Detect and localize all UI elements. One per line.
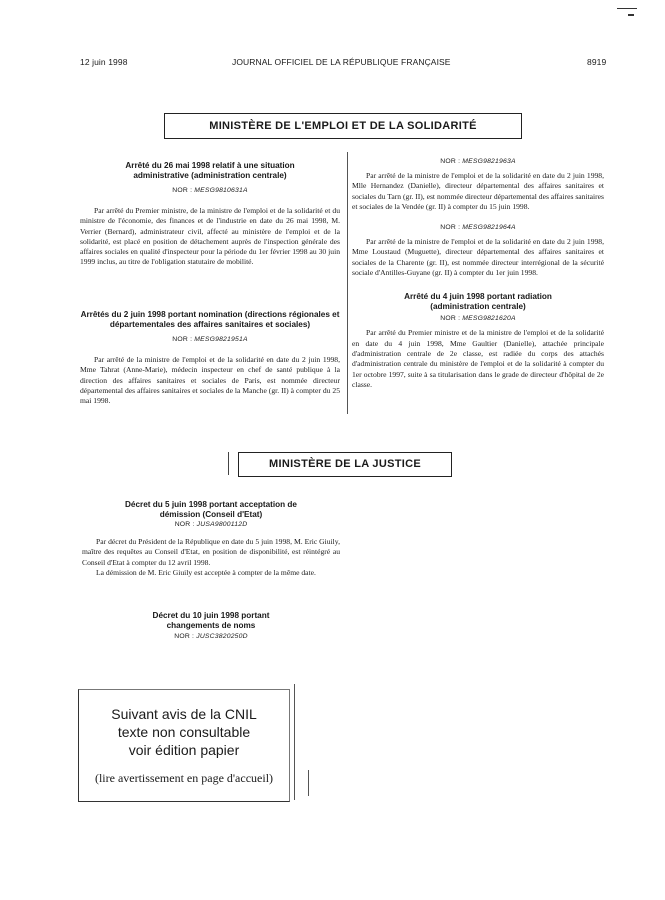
nor-code: JUSA9800112D [196, 521, 248, 528]
nor-label: NOR : [172, 336, 193, 343]
cnil-notice-line: Suivant avis de la CNIL [111, 706, 257, 722]
nor-reference [352, 158, 604, 165]
nor-reference [80, 336, 340, 343]
nor-reference [352, 315, 604, 322]
nor-code: MESG9821951A [194, 336, 248, 343]
nor-code: MESG9821620A [462, 315, 516, 323]
decret-title: Décret du 5 juin 1998 portant acceptation de démission (Conseil d'Etat) [125, 500, 297, 519]
arrete-paragraph: Par arrêté de la ministre de l'emploi et de la solidarité en date du 2 juin 1998, Mlle Hernandez (Danielle), directeur départemental des affaires sanitaires et sociales du Tarn (gr. II), est nommée directeur départemental des affaires sanitaires et sociales de la Vendée (gr. II) à compter du 15 juin 1998. [352, 171, 604, 211]
arrete-body [80, 355, 340, 406]
arrete-title: Arrêtés du 2 juin 1998 portant nomination (directions régionales et départementales des affaires sanitaires et sociales) [80, 310, 340, 329]
arretes-2-juin-section [80, 310, 340, 406]
header-page-number: 8919 [587, 57, 607, 67]
nor-reference [82, 633, 340, 640]
nor-label: NOR : [440, 158, 461, 165]
right-column [352, 158, 604, 390]
header-journal-title: JOURNAL OFFICIEL DE LA RÉPUBLIQUE FRANÇAISE [232, 57, 451, 67]
arrete-26-mai-section [80, 161, 340, 268]
box-edge-line [294, 684, 295, 800]
nor-reference [352, 224, 604, 231]
nor-label: NOR : [440, 315, 461, 323]
nor-label: NOR : [172, 187, 193, 194]
decret-body [82, 537, 340, 578]
heading-tick [228, 452, 229, 475]
nor-label: NOR : [174, 521, 195, 528]
arrete-title: Arrêté du 4 juin 1998 portant radiation (administration centrale) [404, 292, 552, 312]
cnil-notice-line: voir édition papier [128, 742, 240, 758]
ministry-emploi-heading [164, 113, 522, 139]
decret-10-juin-section [82, 611, 340, 640]
decret-paragraph: Par décret du Président de la République en date du 5 juin 1998, M. Eric Giuily, maître des requêtes au Conseil d'Etat, en position de disponibilité, est réintégré au Conseil d'Etat à compter du 12 avril 1998. [82, 537, 340, 567]
nor-code: MESG9821964A [462, 224, 516, 232]
ministry-justice-heading [238, 452, 452, 477]
nor-code: MESG9810631A [194, 187, 248, 194]
header-date: 12 juin 1998 [80, 57, 128, 67]
ministry-emploi-heading-text: MINISTÈRE DE L'EMPLOI ET DE LA SOLIDARITÉ [209, 120, 477, 132]
nor-reference [80, 187, 340, 194]
ministry-justice-heading-text: MINISTÈRE DE LA JUSTICE [269, 458, 421, 470]
arrete-body [352, 171, 604, 212]
arrete-body [352, 328, 604, 390]
decret-5-juin-section [82, 500, 340, 578]
nor-code: MESG9821963A [462, 158, 516, 165]
nor-reference [82, 521, 340, 528]
arrete-body [352, 237, 604, 278]
arrete-body [80, 206, 340, 268]
nor-label: NOR : [174, 633, 195, 640]
nor-label: NOR : [440, 224, 461, 232]
column-divider [347, 152, 348, 414]
decret-title: Décret du 10 juin 1998 portant changements de noms [152, 611, 270, 630]
cnil-notice-note: (lire avertissement en page d'accueil) [94, 771, 274, 785]
arrete-paragraph: Par arrêté du Premier ministre et de la ministre de l'emploi et de la solidarité en date du 4 juin 1998, Mme Gaultier (Danielle), attachée principale d'administration centrale de 2e classe, est radiée du corps des attachés d'administration centrale du ministère de l'emploi et de la solidarité à compter du 1er octobre 1997, suite à sa titularisation dans le grade de directeur d'hôpital de 2e classe. [352, 328, 604, 389]
scan-mark [628, 14, 634, 16]
cnil-notice-box [78, 689, 290, 802]
arrete-title: Arrêté du 26 mai 1998 relatif à une situation administrative (administration centrale) [125, 161, 295, 180]
nor-code: JUSC3820250D [196, 633, 248, 640]
cnil-notice-line: texte non consultable [117, 724, 251, 740]
arrete-paragraph: Par arrêté du Premier ministre, de la ministre de l'emploi et de la solidarité et du ministre de l'économie, des finances et de l'industrie en date du 26 mai 1998, M. Verrier (Bernard), administrateur civil, affecté au ministère de l'emploi et de la solidarité, est placé en position de détachement auprès de l'inspection générale des affaires sociales en qualité d'inspecteur pour la période du 1er février 1998 au 30 juin 1999 inclus, au titre de l'obligation statutaire de mobilité. [80, 206, 340, 267]
scan-mark [617, 8, 637, 9]
arrete-paragraph: Par arrêté de la ministre de l'emploi et de la solidarité en date du 2 juin 1998, Mme Loustaud (Muguette), directeur départemental des affaires sanitaires et sociales de la Charente (gr. II), est nommée directeur interrégional de la sécurité sociale d'Antilles-Guyane (gr. II) à compter du 1er juin 1998. [352, 237, 604, 278]
box-edge-line [308, 770, 309, 796]
arrete-paragraph: Par arrêté de la ministre de l'emploi et de la solidarité en date du 2 juin 1998, Mme Tahrat (Anne-Marie), médecin inspecteur en chef de santé publique à la direction des affaires sanitaires et sociales de Paris, est nommée directeur départemental des affaires sanitaires et sociales de la Manche (gr. II) à compter du 25 mai 1998. [80, 355, 340, 406]
decret-paragraph: La démission de M. Eric Giuily est acceptée à compter de la même date. [96, 567, 316, 577]
